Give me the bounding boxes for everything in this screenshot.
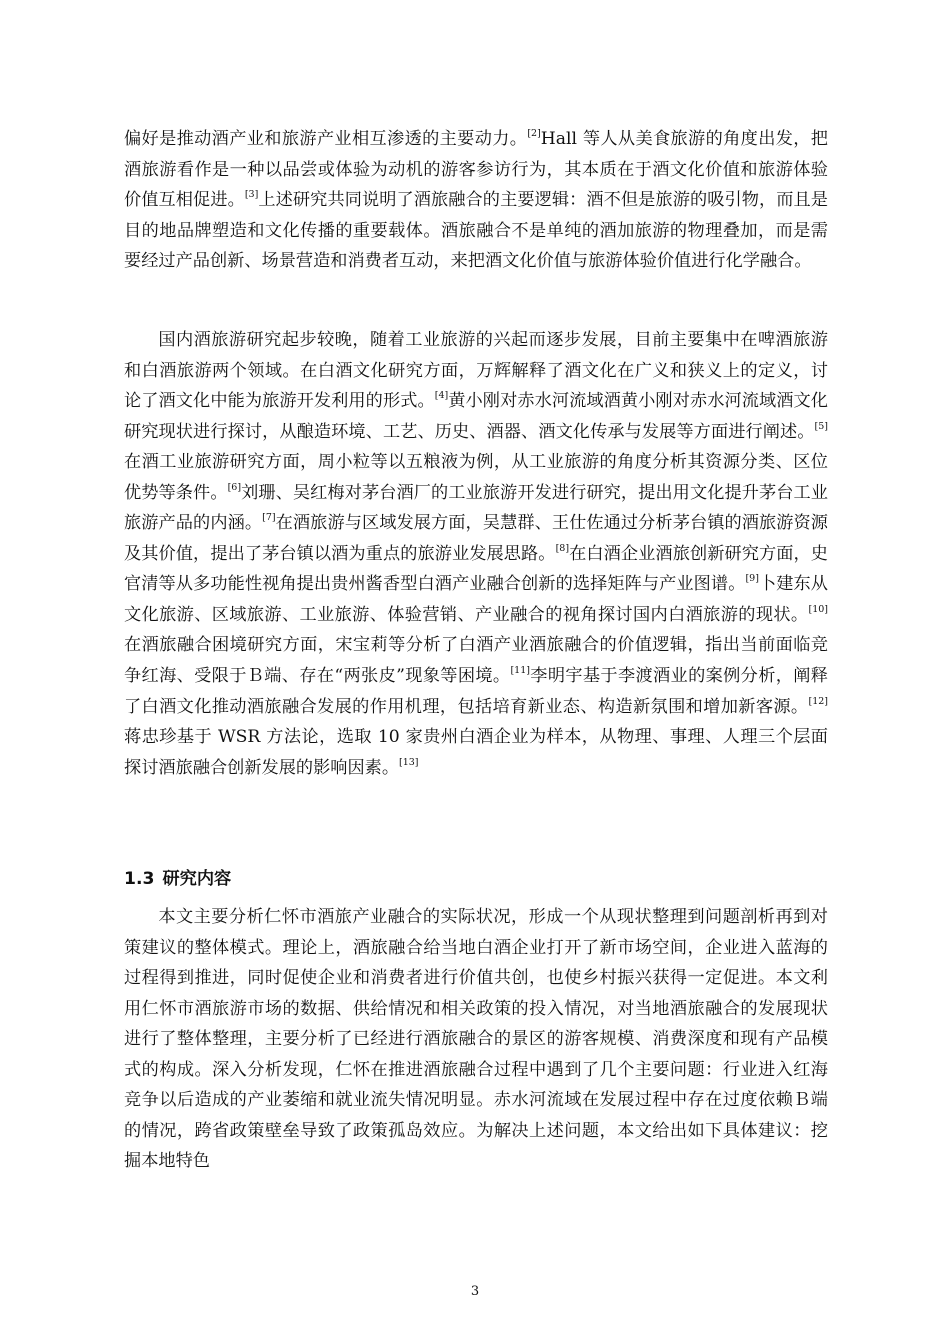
- section-number: 1.3: [124, 869, 155, 889]
- citation-ref: [11]: [510, 664, 530, 676]
- paragraph-text: 卜建东从文化旅游、区域旅游、工业旅游、体验营销、产业融合的视角探讨国内白酒旅游的现状。: [124, 574, 828, 625]
- citation-ref: [9]: [745, 573, 759, 585]
- citation-ref: [6]: [227, 481, 242, 493]
- paragraph-text: 在酒旅游与区域发展方面，吴慧群、王仕佐通过分析茅台镇的酒旅游资源及其价值，提出了茅台镇以酒为重点的旅游业发展思路。: [124, 513, 828, 564]
- paragraph-text: 黄小刚对赤水河流域酒黄小刚对赤水河流域酒文化研究现状进行探讨，从酿造环境、工艺、历史、酒器、酒文化传承与发展等方面进行阐述。: [124, 391, 828, 442]
- paragraph-text: 在白酒企业酒旅创新研究方面，史官清等从多功能性视角提出贵州酱香型白酒产业融合创新的选择矩阵与产业图谱。: [124, 543, 828, 595]
- paragraph-text: 刘珊、吴红梅对茅台酒厂的工业旅游开发进行研究，提出用文化提升茅台工业旅游产品的内涵。: [124, 482, 828, 534]
- paragraph-text: 在酒旅融合困境研究方面，宋宝莉等分析了白酒产业酒旅融合的价值逻辑，指出当前面临竞争红海、受限于Ｂ端、存在“两张皮”现象等困境。: [124, 635, 828, 687]
- citation-ref: [5]: [814, 420, 828, 432]
- paragraph-research-content: 本文主要分析仁怀市酒旅产业融合的实际状况，形成一个从现状整理到问题剖析再到对策建议的整体模式。理论上，酒旅融合给当地白酒企业打开了新市场空间，企业进入蓝海的过程得到推进，同时促使企业和消费者进行价值共创，也使乡村振兴获得一定促进。本文利用仁怀市酒旅游市场的数据、供给情况和相关政策的投入情况，对当地酒旅融合的发展现状进行了整体整理，主要分析了已经进行酒旅融合的景区的游客规模、消费深度和现有产品模式的构成。深入分析发现，仁怀在推进酒旅融合过程中遇到了几个主要问题：行业进入红海竞争以后造成的产业萎缩和就业流失情况明显。赤水河流域在发展过程中存在过度依赖Ｂ端的情况，跨省政策壁垒导致了政策孤岛效应。为解决上述问题，本文给出如下具体建议：挖掘本地特色: [124, 907, 828, 1172]
- section-heading: [124, 867, 239, 891]
- citation-ref: [4]: [434, 390, 449, 402]
- citation-ref: [10]: [808, 603, 828, 615]
- citation-ref: [13]: [399, 756, 419, 768]
- citation-ref: [3]: [244, 189, 259, 201]
- paragraph-literature-domestic: [124, 325, 828, 783]
- paragraph-text: 国内酒旅游研究起步较晚，随着工业旅游的兴起而逐步发展，目前主要集中在啤酒旅游和白酒旅游两个领域。在白酒文化研究方面，万辉解释了酒文化在广义和狭义上的定义，讨论了酒文化中能为旅游开发利用的形式。: [124, 330, 828, 412]
- paragraph-text: 李明宇基于李渡酒业的案例分析，阐释了白酒文化推动酒旅融合发展的作用机理，包括培育新业态、构造新氛围和增加新客源。: [124, 666, 828, 717]
- paragraph-literature-foreign: [124, 124, 828, 277]
- citation-ref: [2]: [527, 127, 541, 139]
- citation-ref: [8]: [555, 542, 570, 554]
- page-number: 3: [470, 1284, 480, 1299]
- paragraph-text: 上述研究共同说明了酒旅融合的主要逻辑：酒不但是旅游的吸引物，而且是目的地品牌塑造和文化传播的重要载体。酒旅融合不是单纯的酒加旅游的物理叠加，而是需要经过产品创新、场景营造和消费者互动，来把酒文化价值与旅游体验价值进行化学融合。: [124, 190, 828, 272]
- citation-ref: [12]: [808, 695, 828, 707]
- paragraph-text: 偏好是推动酒产业和旅游产业相互渗透的主要动力。: [124, 129, 528, 149]
- paragraph-text: 在酒工业旅游研究方面，周小粒等以五粮液为例，从工业旅游的角度分析其资源分类、区位优势等条件。: [124, 452, 828, 503]
- section-title: 研究内容: [162, 869, 232, 889]
- paragraph-text: Hall 等人从美食旅游的角度出发，把酒旅游看作是一种以品尝或体验为动机的游客参访行为，其本质在于酒文化价值和旅游体验价值互相促进。: [124, 129, 828, 211]
- citation-ref: [7]: [262, 512, 276, 524]
- paragraph-text: 蒋忠珍基于 WSR 方法论，选取 10 家贵州白酒企业为样本，从物理、事理、人理三个层面探讨酒旅融合创新发展的影响因素。: [124, 727, 828, 778]
